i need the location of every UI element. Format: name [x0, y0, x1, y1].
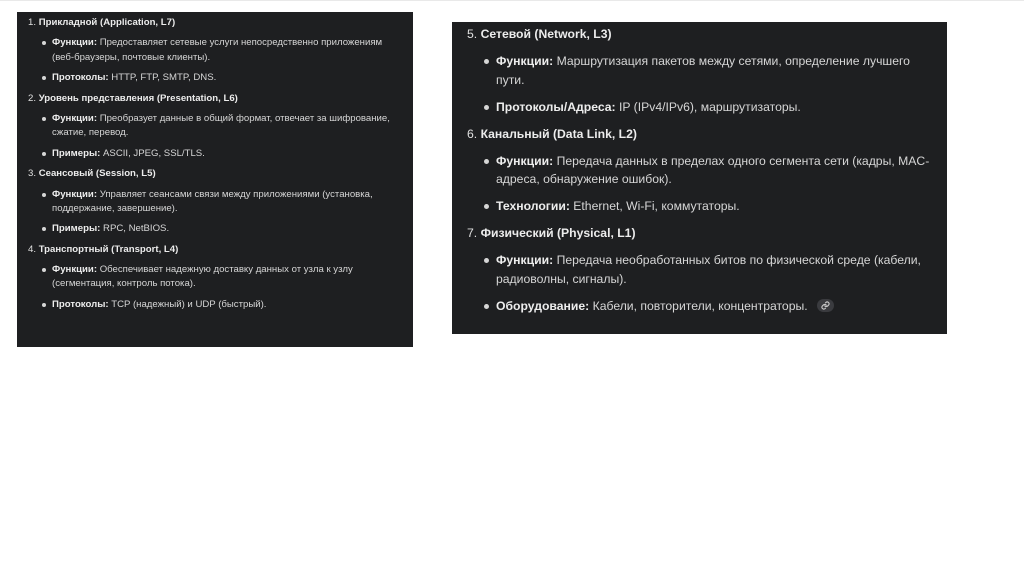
- bullet-text: RPC, NetBIOS.: [103, 223, 170, 235]
- section-title-session: [28, 167, 403, 181]
- bullet-text: Передача данных в пределах одного сегмента сети (кадры, MAC-адреса, обнаружение ошибок).: [496, 153, 930, 187]
- bullet-item: [28, 298, 403, 312]
- section-heading: Уровень представления (Presentation, L6): [38, 92, 238, 104]
- bullet-item: [467, 98, 935, 117]
- section-number: 4.: [28, 243, 37, 255]
- bullet-list: [28, 263, 403, 312]
- bullet-item: [28, 112, 403, 141]
- section-title-application: [28, 16, 403, 30]
- bullet-label: Примеры:: [52, 147, 101, 159]
- bullet-item: [467, 52, 935, 90]
- section-number: 6.: [467, 126, 478, 141]
- bullet-text: Обеспечивает надежную доставку данных от узла к узлу (сегментация, контроль потока).: [52, 264, 353, 290]
- bullet-item: [28, 36, 403, 65]
- bullet-list: [467, 152, 935, 217]
- bullet-label: Функции:: [496, 153, 554, 168]
- top-divider: [0, 0, 1024, 1]
- bullet-text: Управляет сеансами связи между приложениями (установка, поддержание, завершение).: [52, 188, 373, 214]
- bullet-label: Протоколы:: [52, 72, 109, 84]
- bullet-label: Оборудование:: [496, 298, 590, 313]
- section-heading: Канальный (Data Link, L2): [480, 126, 637, 141]
- bullet-label: Функции:: [496, 253, 554, 268]
- bullet-text: Кабели, повторители, концентраторы.: [592, 298, 808, 313]
- bullet-item: [467, 152, 935, 190]
- bullet-label: Примеры:: [52, 223, 101, 235]
- bullet-label: Функции:: [52, 37, 98, 49]
- section-title-data-link: [467, 125, 935, 144]
- bullet-text: Преобразует данные в общий формат, отвечает за шифрование, сжатие, перевод.: [52, 112, 390, 139]
- bullet-item: [467, 197, 935, 216]
- bullet-label: Протоколы/Адреса:: [496, 99, 616, 114]
- bullet-label: Функции:: [52, 188, 98, 200]
- bullet-label: Функции:: [52, 112, 98, 124]
- bullet-text: Маршрутизация пакетов между сетями, определение лучшего пути.: [496, 53, 910, 87]
- bullet-list: [28, 112, 403, 161]
- source-link-button[interactable]: [817, 299, 834, 312]
- bullet-text: IP (IPv4/IPv6), маршрутизаторы.: [618, 99, 801, 114]
- section-title-physical: [467, 224, 935, 243]
- bullet-list: [467, 52, 935, 117]
- section-title-presentation: [28, 92, 403, 106]
- bullet-item: [28, 222, 403, 236]
- bullet-item: [467, 251, 935, 289]
- bullet-text: TCP (надежный) и UDP (быстрый).: [111, 298, 267, 310]
- osi-layers-panel-right: [452, 22, 947, 334]
- bullet-list: [467, 251, 935, 316]
- bullet-text: Предоставляет сетевые услуги непосредственно приложениям (веб-браузеры, почтовые клиенты).: [52, 37, 383, 63]
- bullet-text: HTTP, FTP, SMTP, DNS.: [111, 72, 217, 84]
- section-heading: Физический (Physical, L1): [480, 226, 636, 241]
- section-heading: Сетевой (Network, L3): [480, 27, 612, 41]
- bullet-item: [467, 297, 935, 316]
- section-heading: Сеансовый (Session, L5): [38, 168, 156, 180]
- bullet-item: [28, 71, 403, 85]
- section-heading: Транспортный (Transport, L4): [38, 243, 179, 255]
- section-number: 5.: [467, 27, 478, 41]
- section-number: 3.: [28, 168, 37, 180]
- bullet-item: [28, 147, 403, 161]
- bullet-list: [28, 36, 403, 85]
- section-title-network: [467, 25, 935, 44]
- section-title-transport: [28, 243, 403, 257]
- bullet-list: [28, 188, 403, 237]
- bullet-item: [28, 188, 403, 217]
- bullet-label: Технологии:: [496, 199, 570, 214]
- bullet-item: [28, 263, 403, 292]
- bullet-text: Передача необработанных битов по физической среде (кабели, радиоволны, сигналы).: [496, 253, 921, 287]
- section-number: 2.: [28, 92, 37, 104]
- section-number: 7.: [467, 226, 478, 241]
- bullet-label: Протоколы:: [52, 298, 109, 310]
- section-heading: Прикладной (Application, L7): [38, 17, 176, 28]
- bullet-label: Функции:: [496, 53, 554, 68]
- section-number: 1.: [28, 17, 37, 28]
- link-icon: [821, 301, 830, 310]
- bullet-text: Ethernet, Wi-Fi, коммутаторы.: [573, 199, 740, 214]
- osi-layers-panel-left: [17, 12, 413, 347]
- bullet-label: Функции:: [52, 264, 98, 276]
- bullet-text: ASCII, JPEG, SSL/TLS.: [103, 147, 205, 159]
